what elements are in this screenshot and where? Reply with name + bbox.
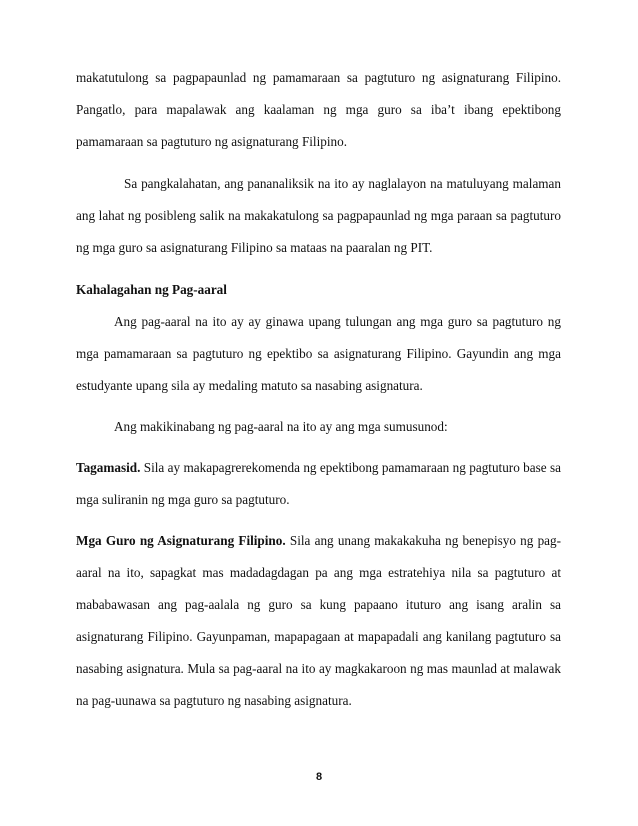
- term-tagamasid: Tagamasid.: [76, 460, 141, 475]
- section-heading: Kahalagahan ng Pag-aaral: [76, 282, 227, 297]
- paragraph-mga-guro: [76, 525, 561, 717]
- document-body: [76, 62, 561, 717]
- term-mga-guro: Mga Guro ng Asignaturang Filipino.: [76, 533, 286, 548]
- paragraph-summary: Sa pangkalahatan, ang pananaliksik na ito ay naglalayon na matuluyang malaman ang lahat ng posibleng salik na makakatulong sa pagpapaunlad ng mga paraan sa pagtuturo ng mga guro sa asignaturang Filipino sa mataas na paaralan ng PIT.: [76, 176, 561, 255]
- mga-guro-description: Sila ang unang makakakuha ng benepisyo ng pag-aaral na ito, sapagkat mas madadagdagan pa ang mga estratehiya nila sa pagtuturo at mababawasan ang pag-aalala ng guro sa kung papaano ituturo ang isang aralin sa asignaturang Filipino. Gayunpaman, mapapagaan at mapapadali ang kanilang pagtuturo sa nasabing asignatura. Mula sa pag-aaral na ito ay magkakaroon ng mas maunlad at malawak na pag-uunawa sa pagtuturo ng nasabing asignatura.: [76, 533, 561, 708]
- paragraph-beneficiaries-intro: Ang makikinabang ng pag-aaral na ito ay ang mga sumusunod:: [114, 419, 448, 434]
- page-number: 8: [315, 771, 323, 783]
- paragraph-tagamasid: [76, 452, 561, 516]
- paragraph-continuation: makatutulong sa pagpapaunlad ng pamamaraan sa pagtuturo ng asignaturang Filipino. Pangatlo, para mapalawak ang kaalaman ng mga guro sa iba’t ibang epektibong pamamaraan sa pagtuturo ng asignaturang Filipino.: [76, 70, 561, 149]
- paragraph-purpose: Ang pag-aaral na ito ay ay ginawa upang tulungan ang mga guro sa pagtuturo ng mga pamamaraan sa pagtuturo ng epektibo sa asignaturang Filipino. Gayundin ang mga estudyante upang sila ay medaling matuto sa nasabing asignatura.: [76, 314, 561, 393]
- tagamasid-description: Sila ay makapagrerekomenda ng epektibong pamamaraan ng pagtuturo base sa mga suliranin ng mga guro sa pagtuturo.: [76, 460, 561, 507]
